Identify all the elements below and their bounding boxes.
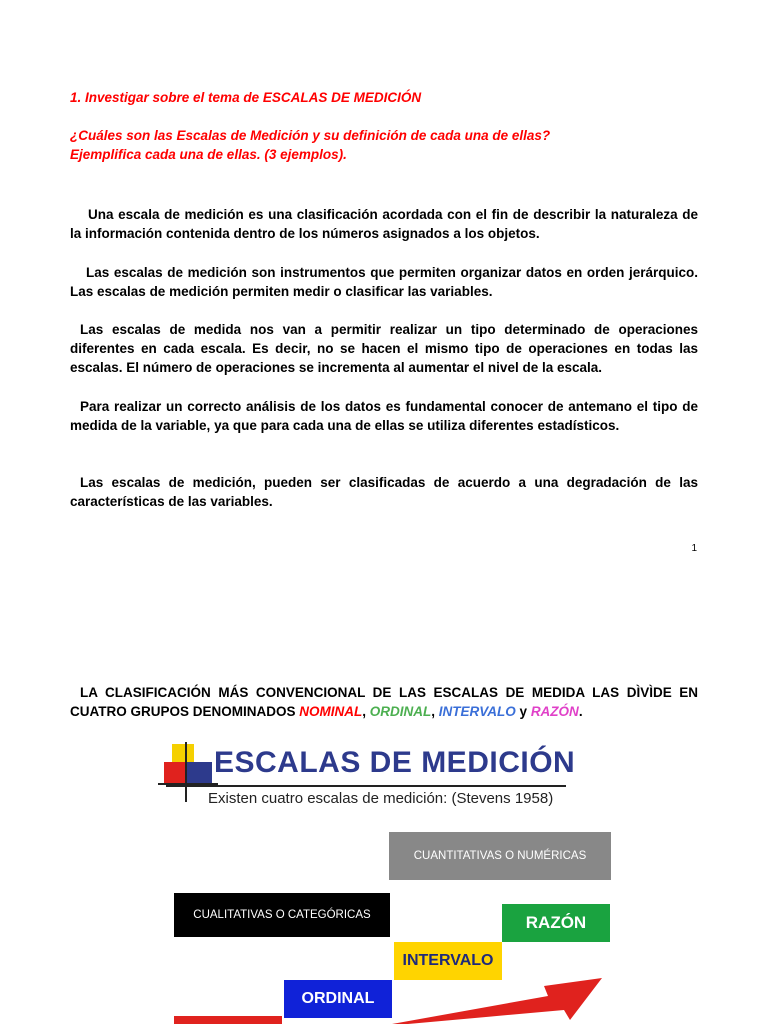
figure-title: ESCALAS DE MEDICIÓN (214, 746, 576, 779)
quantitative-box: CUANTITATIVAS O NUMÉRICAS (389, 832, 611, 880)
ordinal-box: ORDINAL (284, 980, 392, 1018)
separator-2: , (431, 704, 439, 719)
razon-box: RAZÓN (502, 904, 610, 942)
intervalo-box: INTERVALO (394, 942, 502, 980)
conjunction: y (515, 704, 531, 719)
classification-intro: LA CLASIFICACIÓN MÁS CONVENCIONAL DE LAS ESCALAS DE MEDIDA LAS DÌVÌDE EN CUATRO GRUPOS DENOMINADOS (70, 685, 698, 719)
classification-paragraph (70, 683, 698, 721)
qualitative-box: CUALITATIVAS O CATEGÓRICAS (174, 893, 390, 937)
title-divider (166, 785, 566, 787)
question-line-1: ¿Cuáles son las Escalas de Medición y su definición de cada una de ellas? (70, 128, 551, 143)
paragraph-4: Para realizar un correcto análisis de los datos es fundamental conocer de antemano el tipo de medida de la variable, ya que para cada una de ellas se utiliza diferentes estadísticos. (70, 399, 698, 433)
separator-1: , (362, 704, 370, 719)
page-number: 1 (691, 543, 697, 554)
ordinal-label: ORDINAL (369, 704, 432, 719)
paragraph-2: Las escalas de medición son instrumentos que permiten organizar datos en orden jerárquico. Las escalas de medición permiten medir o clasificar las variables. (70, 265, 698, 299)
rising-arrow-icon (388, 970, 618, 1024)
paragraph-3: Las escalas de medida nos van a permitir realizar un tipo determinado de operaciones diferentes en cada escala. Es decir, no se hacen el mismo tipo de operaciones en todas las escalas. El número de operaciones se incrementa al aumentar el nivel de la escala. (70, 322, 698, 375)
question-line-2: Ejemplifica cada una de ellas. (3 ejemplos). (70, 147, 347, 162)
figure-subtitle: Existen cuatro escalas de medición: (Stevens 1958) (208, 790, 554, 807)
paragraph-5: Las escalas de medición, pueden ser clasificadas de acuerdo a una degradación de las características de las variables. (70, 475, 698, 509)
razon-label: RAZÓN (530, 704, 579, 719)
intervalo-label: INTERVALO (438, 704, 516, 719)
nominal-label: NOMINAL (299, 704, 363, 719)
assignment-title: 1. Investigar sobre el tema de ESCALAS DE MEDICIÓN (70, 90, 422, 105)
nominal-box (174, 1016, 282, 1024)
scales-figure (158, 740, 618, 1024)
period: . (578, 704, 583, 719)
paragraph-1: Una escala de medición es una clasificación acordada con el fin de describir la naturaleza de la información contenida dentro de los números asignados a los objetos. (70, 207, 698, 241)
